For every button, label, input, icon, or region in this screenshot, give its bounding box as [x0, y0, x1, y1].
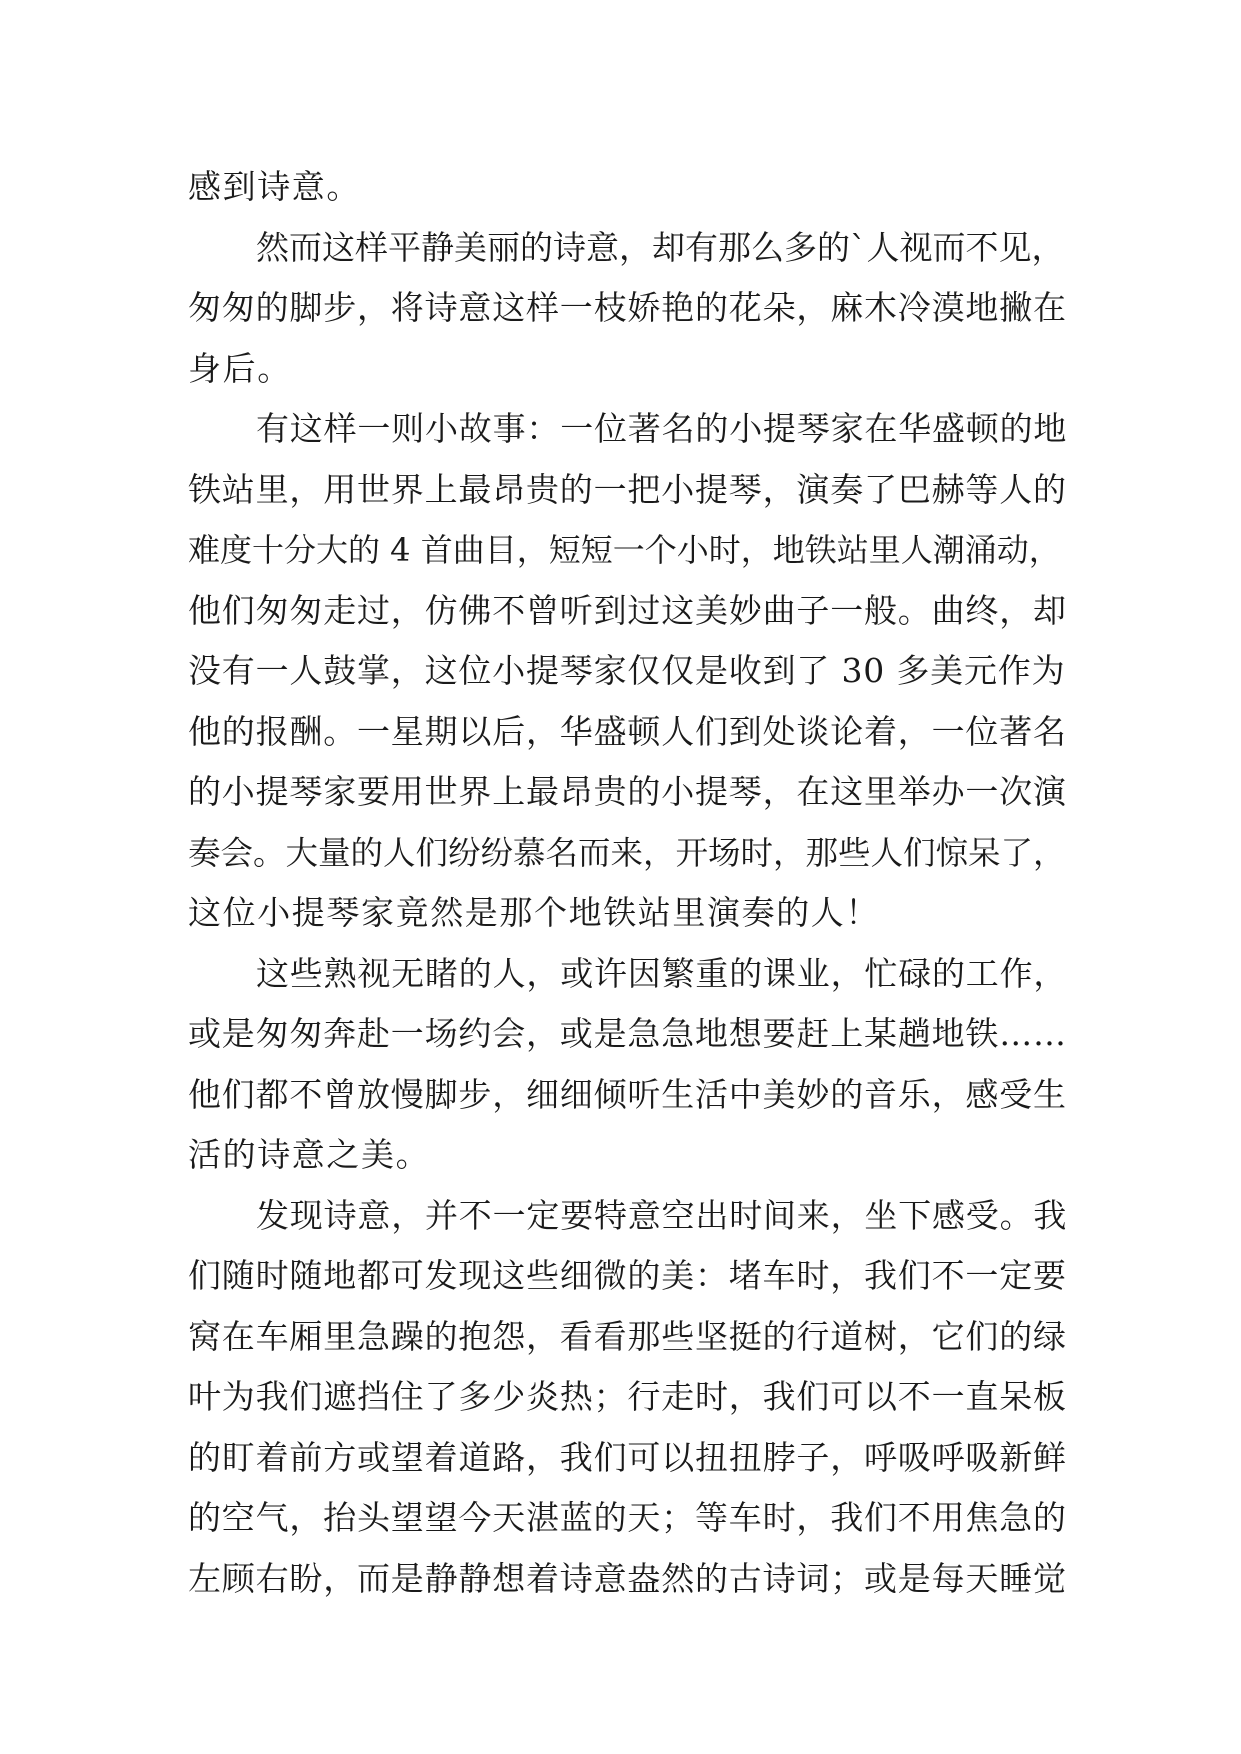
text-line: 或是匆匆奔赴一场约会，或是急急地想要赶上某趟地铁……	[188, 1014, 1067, 1053]
text-line: 左顾右盼，而是静静想着诗意盎然的古诗词；或是每天睡觉	[188, 1558, 1067, 1598]
text-line: 活的诗意之美。	[188, 1135, 431, 1174]
paragraph-start-line: 这些熟视无睹的人，或许因繁重的课业，忙碌的工作，	[256, 953, 1068, 993]
text-line: 叶为我们遮挡住了多少炎热；行走时，我们可以不一直呆板	[188, 1377, 1067, 1416]
text-line: 他的报酬。一星期以后，华盛顿人们到处谈论着，一位著名	[188, 711, 1067, 751]
text-line: 他们都不曾放慢脚步，细细倾听生活中美妙的音乐，感受生	[188, 1074, 1067, 1114]
text-line: 匆匆的脚步，将诗意这样一枝娇艳的花朵，麻木冷漠地撇在	[188, 288, 1067, 327]
text-line: 他们匆匆走过，仿佛不曾听到过这美妙曲子一般。曲终，却	[188, 590, 1067, 630]
paragraph-start-line: 有这样一则小故事：一位著名的小提琴家在华盛顿的地	[256, 409, 1068, 448]
text-line: 的空气，抬头望望今天湛蓝的天；等车时，我们不用焦急的	[188, 1498, 1067, 1537]
text-line: 身后。	[188, 348, 292, 388]
text-line: 窝在车厢里急躁的抱怨，看看那些坚挺的行道树，它们的绿	[188, 1316, 1067, 1356]
text-line: 难度十分大的 4 首曲目，短短一个小时，地铁站里人潮涌动，	[188, 531, 1061, 569]
text-line: 的小提琴家要用世界上最昂贵的小提琴，在这里举办一次演	[188, 772, 1067, 811]
text-line: 的盯着前方或望着道路，我们可以扭扭脖子，呼吸呼吸新鲜	[188, 1437, 1067, 1477]
text-line: 这位小提琴家竟然是那个地铁站里演奏的人！	[188, 893, 880, 932]
paragraph-start-line: 发现诗意，并不一定要特意空出时间来，坐下感受。我	[256, 1195, 1068, 1235]
text-line: 感到诗意。	[188, 167, 361, 206]
document-body	[188, 157, 1068, 1609]
text-line: 们随时随地都可发现这些细微的美：堵车时，我们不一定要	[188, 1256, 1067, 1295]
text-line: 铁站里，用世界上最昂贵的一把小提琴，演奏了巴赫等人的	[188, 469, 1067, 509]
text-line: 奏会。大量的人们纷纷慕名而来，开场时，那些人们惊呆了，	[188, 833, 1066, 872]
paragraph-start-line: 然而这样平静美丽的诗意，却有那么多的`人视而不见，	[256, 227, 1065, 267]
text-line: 没有一人鼓掌，这位小提琴家仅仅是收到了 30 多美元作为	[188, 651, 1066, 690]
